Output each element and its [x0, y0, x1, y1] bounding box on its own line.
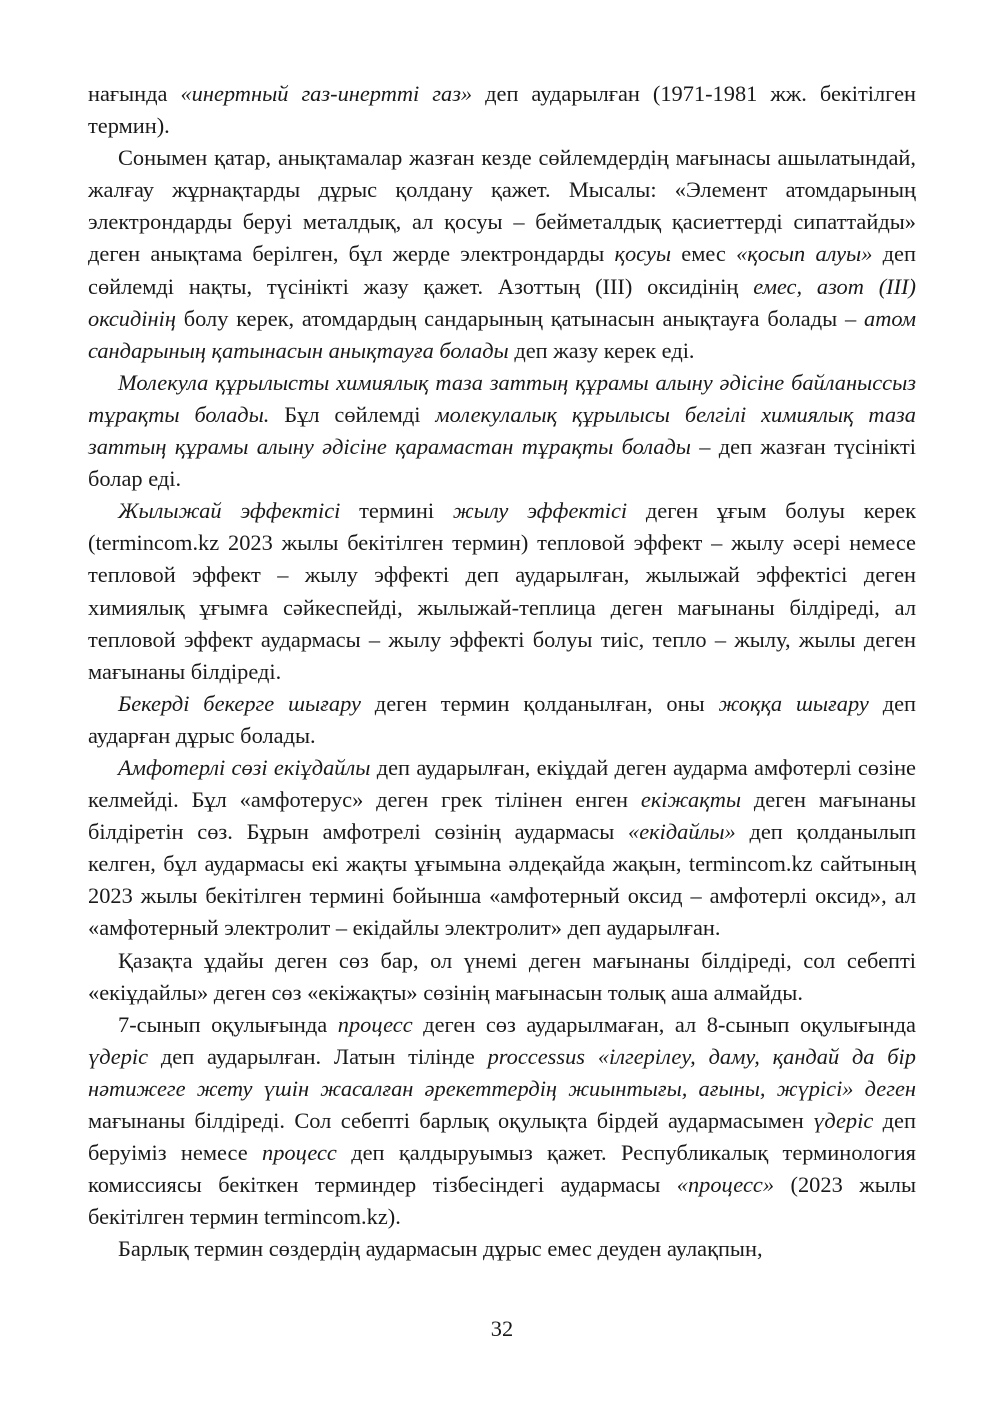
- text-run: деп аударған дұрыс болады.: [88, 690, 917, 748]
- paragraph: [88, 945, 916, 1009]
- paragraph: [88, 1009, 916, 1234]
- text-run: Сонымен қатар, анықтамалар жазған кезде сөйлемдердің мағынасы ашылатындай, жалғау жұрнақтарды дұрыс қолдану қажет. Мысалы: «Элемент атомдарының электрондарды беруі металдық, ал қосуы – бейметалдық қасиеттерді сипаттайды» деген анықтама берілген, бұл жерде электрондарды: [88, 145, 916, 267]
- italic-term: «екідайлы»: [628, 819, 736, 845]
- paragraph: [88, 688, 916, 752]
- text-run: емес: [671, 241, 737, 267]
- text-run: деп аударылған (1971-1981 жж. бекітілген термин).: [88, 81, 916, 139]
- text-run: деп қолданылып келген, бұл аудармасы екі жақты ұғымына әлдеқайда жақын, termincom.kz сайтының 2023 жылы бекітілген термині бойынша «амфотерный оксид – амфотерлі оксид», ал «амфотерный электролит – екідайлы электролит» деп аударылған.: [88, 819, 917, 941]
- document-body: [88, 78, 916, 1265]
- text-run: деген сөз аударылмаған, ал 8-сынып оқулығында: [412, 1011, 916, 1037]
- text-run: болу керек, атомдардың сандарының қатынасын анықтауға болады –: [175, 305, 864, 331]
- text-run: деген мағынаны білдіретін сөз. Бұрын амфотрелі сөзінің аудармасы: [88, 787, 916, 845]
- italic-term: Жылыжай эффектісі: [118, 498, 341, 524]
- italic-term: Амфотерлі сөзі екіұдайлы: [118, 754, 371, 780]
- italic-term: үдеріс: [813, 1108, 874, 1133]
- text-run: деп жазу керек еді.: [508, 337, 695, 363]
- italic-term: Молекула құрылысты химиялық таза заттың құрамы алыну әдісіне байланыссыз тұрақты болады.: [88, 369, 916, 427]
- paragraph: [88, 495, 916, 688]
- text-run: – деп жазған түсінікті болар еді.: [88, 434, 916, 492]
- paragraph: [88, 78, 916, 142]
- italic-term: «процесс»: [676, 1172, 775, 1198]
- text-run: деп аударылған, екіұдай деген аударма амфотерлі сөзіне келмейді. Бұл «амфотерус» деген грек тілінен енген: [88, 754, 916, 813]
- italic-term: молекулалық құрылысы белгілі химиялық таза заттың құрамы алыну әдісіне қарамастан тұрақты болады: [88, 401, 916, 460]
- italic-term: емес, азот (III) оксидінің: [88, 273, 917, 331]
- text-run: 7-сынып оқулығында: [118, 1011, 338, 1037]
- italic-term: атом сандарының қатынасын анықтауға болады: [88, 305, 916, 363]
- italic-term: үдеріс: [88, 1043, 149, 1069]
- italic-term: Бекерді бекерге шығару: [118, 690, 361, 716]
- text-run: Бұл сөйлемді: [269, 401, 436, 427]
- text-run: деп сөйлемді нақты, түсінікті жазу қажет. Азоттың (III) оксидінің: [88, 241, 916, 299]
- page-number: 32: [490, 1316, 514, 1341]
- text-run: деген ұғым болуы керек (termincom.kz 2023 жылы бекітілген термин) тепловой эффект – жылу әсері немесе тепловой эффект – жылу эффекті деп аударылған, жылыжай эффектісі деген химиялық ұғымға сәйкеспейді, жылыжай-теплица деген мағынаны білдіреді, ал тепловой эффект аудармасы – жылу эффекті болуы тиіс, тепло – жылу, жылы деген мағынаны білдіреді.: [88, 498, 916, 684]
- italic-term: процесс: [262, 1140, 337, 1166]
- paragraph: [88, 142, 916, 367]
- paragraph: [88, 367, 916, 495]
- text-run: нағында: [88, 81, 181, 106]
- text-run: (2023 жылы бекітілген термин termincom.kz).: [88, 1172, 916, 1230]
- text-run: деген термин қолданылған, оны: [360, 690, 719, 716]
- text-run: термині: [340, 498, 453, 524]
- italic-term: қосуы: [614, 241, 672, 267]
- text-run: деп аударылған. Латын тілінде: [148, 1043, 488, 1069]
- italic-term: proccessus «ілгерілеу, даму, қандай да бір нәтижеге жету үшін жасалған әрекеттердің жиынтығы, ағыны, жүрісі» деген: [88, 1043, 916, 1101]
- italic-term: «қосып алуы»: [736, 241, 873, 267]
- text-run: Қазақта ұдайы деген сөз бар, ол үнемі деген мағынаны білдіреді, сол себепті «екіұдайлы» деген сөз «екіжақты» сөзінің мағынасын толық аша алмайды.: [88, 947, 916, 1005]
- italic-term: екіжақты: [640, 787, 742, 813]
- text-run: деп беруіміз немесе: [88, 1108, 916, 1166]
- paragraph: [88, 752, 916, 945]
- italic-term: процесс: [337, 1011, 413, 1037]
- italic-term: «инертный газ-инертті газ»: [180, 81, 473, 106]
- text-run: Барлық термин сөздердің аудармасын дұрыс емес деуден аулақпын,: [118, 1236, 763, 1262]
- paragraph: [88, 1233, 916, 1265]
- text-run: мағынаны білдіреді. Сол себепті барлық оқулықта бірдей аудармасымен: [88, 1108, 814, 1133]
- italic-term: жоққа шығару: [718, 690, 869, 716]
- text-run: деп қалдыруымыз қажет. Республикалық терминология комиссиясы бекіткен терминдер тізбесіндегі аудармасы: [88, 1140, 916, 1198]
- italic-term: жылу эффектісі: [452, 498, 628, 524]
